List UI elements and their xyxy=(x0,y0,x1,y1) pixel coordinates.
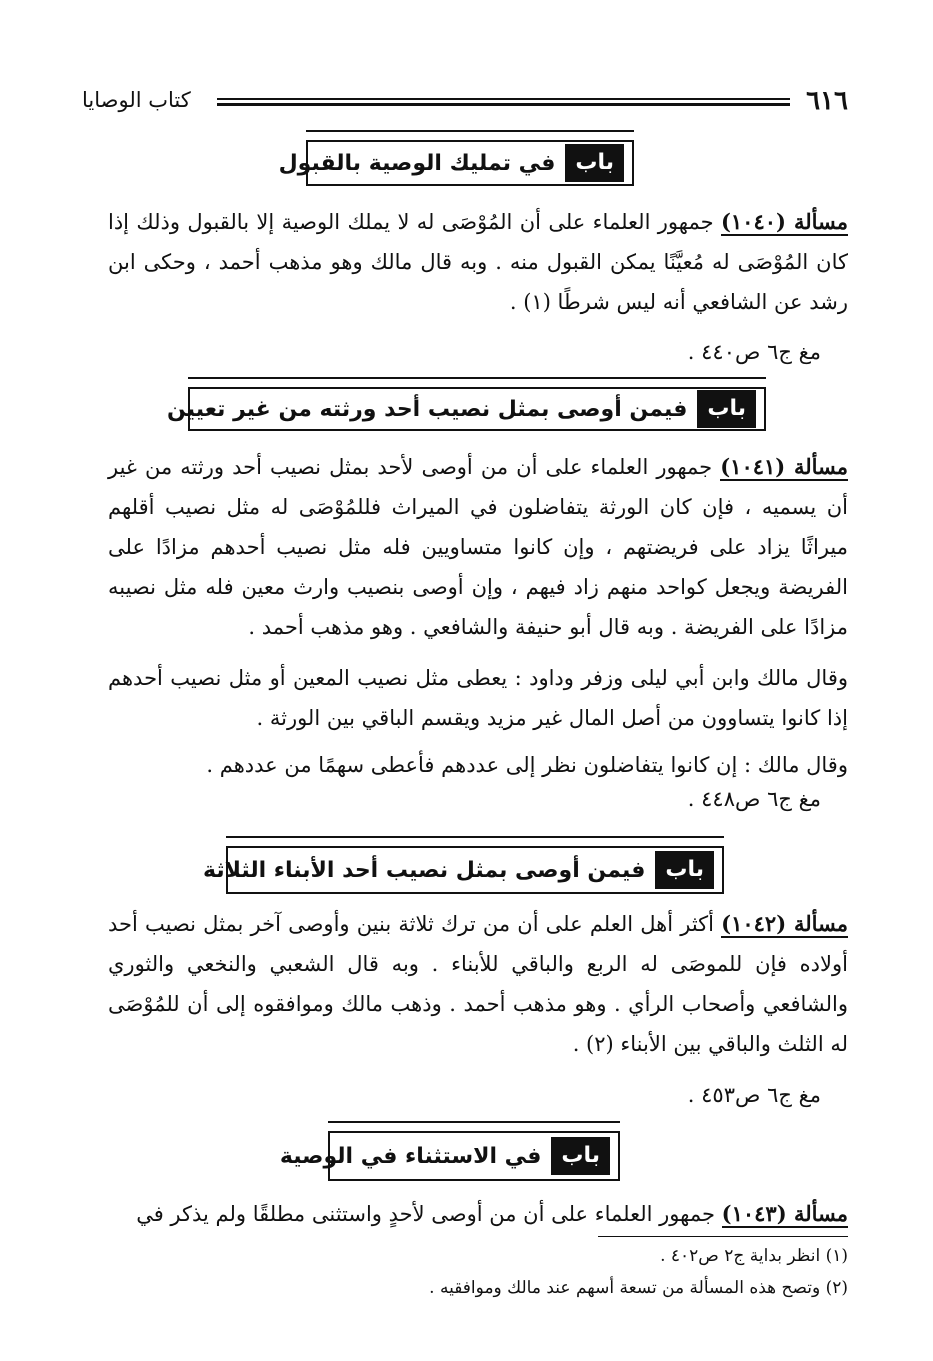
paragraph-text: وقال مالك : إن كانوا يتفاضلون نظر إلى عددهم فأعطى سهمًا من عددهم . xyxy=(206,753,848,777)
source-reference: مغ ج٦ ص٤٤٨ . xyxy=(687,787,821,811)
masala-label: مسألة (١٠٤٠) xyxy=(720,209,848,234)
paragraph-text: جمهور العلماء على أن من أوصى لأحد بمثل نصيب أحد ورثته من غير أن يسميه ، فإن كان الورثة يتفاضلون في الميراث فللمُوْصَى له مثل نصيب أقلهم ميراثًا يزاد على فريضتهم ، وإن كانوا متساويين فله مثل نصيب أحدهم مزادًا على الفريضة ويجعل كواحد منهم زاد فيهم ، وإن أوصى بنصيب وارث معين فله مثل نصيبه مزادًا على الفريضة . وبه قال أبو حنيفة والشافعي . وهو مذهب أحمد . xyxy=(108,455,848,639)
bab-label: باب xyxy=(655,851,714,889)
header-rule-thin xyxy=(217,105,790,106)
masala-label: مسألة (١٠٤١) xyxy=(720,454,848,479)
heading-rule xyxy=(188,377,766,379)
chapter-title: فيمن أوصى بمثل نصيب أحد ورثته من غير تعيين xyxy=(167,396,688,422)
chapter-title: في تمليك الوصية بالقبول xyxy=(278,150,556,176)
source-reference: مغ ج٦ ص٤٤٠ . xyxy=(687,340,821,364)
page-number: ٦١٦ xyxy=(806,86,848,116)
paragraph-text: أكثر أهل العلم على أن من ترك ثلاثة بنين وأوصى آخر بمثل نصيب أحد أولاده فإن للموصَى له الربع والباقي للأبناء . وبه قال الشعبي والنخعي والثوري والشافعي وأصحاب الرأي . وهو مذهب أحمد . وذهب مالك وموافقوه إلى أن للمُوْصَى له الثلث والباقي بين الأبناء (٢) . xyxy=(108,912,848,1056)
chapter-heading xyxy=(167,377,766,431)
masala-label: مسألة (١٠٤٣) xyxy=(721,1201,848,1226)
heading-rule xyxy=(306,130,634,132)
heading-box xyxy=(167,387,766,431)
paragraph xyxy=(108,658,848,738)
paragraph xyxy=(108,904,848,1064)
heading-box xyxy=(279,1131,620,1181)
book-title: كتاب الوصايا xyxy=(82,88,191,112)
paragraph-text: جمهور العلماء على أن المُوْصَى له لا يملك الوصية إلا بالقبول وذلك إذا كان المُوْصَى له مُعيَّنًا يمكن القبول منه . وبه قال مالك وهو مذهب أحمد ، وحكى ابن رشد عن الشافعي أنه ليس شرطًا (١) . xyxy=(108,210,848,314)
chapter-heading xyxy=(203,836,724,894)
footnote: (١) انظر بداية ج٢ ص٤٠٢ . xyxy=(660,1246,848,1266)
bab-label: باب xyxy=(551,1137,610,1175)
paragraph xyxy=(108,745,848,785)
source-reference: مغ ج٦ ص٤٥٣ . xyxy=(687,1083,821,1107)
heading-rule xyxy=(328,1121,620,1123)
paragraph-text: جمهور العلماء على أن من أوصى لأحدٍ واستثنى مطلقًا ولم يذكر في xyxy=(136,1202,715,1226)
heading-box xyxy=(278,140,634,186)
chapter-heading xyxy=(279,1121,620,1181)
paragraph xyxy=(108,202,848,322)
bab-label: باب xyxy=(697,390,756,428)
header-rule xyxy=(217,98,790,105)
footnote-rule xyxy=(598,1236,848,1237)
masala-label: مسألة (١٠٤٢) xyxy=(721,911,848,936)
chapter-title: في الاستثناء في الوصية xyxy=(279,1143,542,1169)
paragraph xyxy=(108,1194,848,1234)
footnote: (٢) وتصح هذه المسألة من تسعة أسهم عند مالك وموافقيه . xyxy=(429,1278,848,1298)
page-header xyxy=(82,86,848,120)
chapter-title: فيمن أوصى بمثل نصيب أحد الأبناء الثلاثة xyxy=(203,857,646,883)
paragraph-text: وقال مالك وابن أبي ليلى وزفر وداود : يعطى مثل نصيب المعين أو مثل نصيب أحدهم إذا كانوا يتساوون من أصل المال غير مزيد ويقسم الباقي بين الورثة . xyxy=(108,666,848,730)
bab-label: باب xyxy=(565,144,624,182)
heading-rule xyxy=(226,836,724,838)
chapter-heading xyxy=(278,130,634,186)
paragraph xyxy=(108,447,848,647)
heading-box xyxy=(203,846,724,894)
